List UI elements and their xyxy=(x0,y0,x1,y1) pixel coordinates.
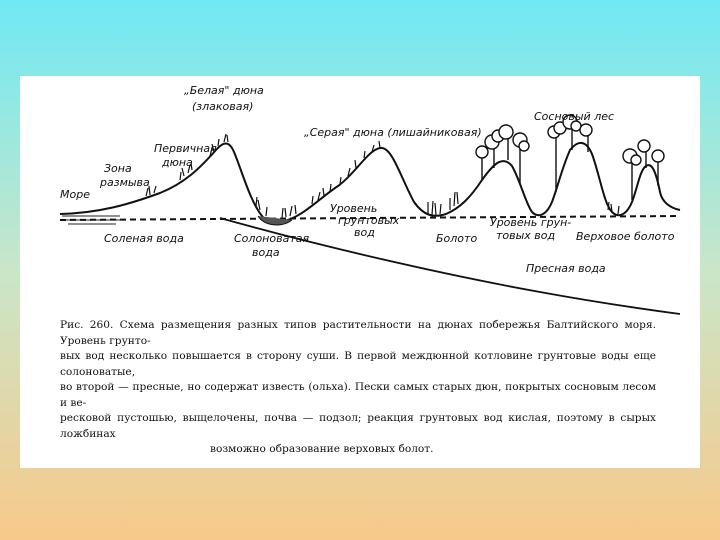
caption-line: Рис. 260. Схема размещения разных типов растительности на дюнах побережья Балтийского моря. Уровень грунто- xyxy=(60,319,656,347)
caption-line: ресковой пустошью, выщелочены, почва — подзол; реакция грунтовых вод кислая, поэтому в сырых ложбинах xyxy=(60,412,656,440)
figure-panel xyxy=(20,76,700,468)
label-groundwater-level-2: Уровень грун- товых вод xyxy=(490,216,572,242)
brackish-basin xyxy=(258,216,292,225)
label-pine-forest: Сосновый лес xyxy=(534,110,615,123)
label-fresh-water: Пресная вода xyxy=(526,262,606,275)
label-primary-dune: Первичная дюна xyxy=(154,142,217,169)
label-salt-water: Соленая вода xyxy=(104,232,184,245)
label-groundwater-level: Уровень грунтовых вод xyxy=(330,202,400,239)
caption-line: возможно образование верховых болот. xyxy=(210,443,434,455)
label-sea: Море xyxy=(60,188,90,201)
label-white-dune: „Белая" дюна (злаковая) xyxy=(184,84,264,113)
label-swamp: Болото xyxy=(436,232,478,245)
figure-caption xyxy=(60,318,656,458)
label-raised-bog: Верховое болото xyxy=(576,230,675,243)
label-brackish-water: Солоноватая вода xyxy=(234,232,310,259)
caption-line: во второй — пресные, но содержат известь (ольха). Пески самых старых дюн, покрытых сосновым лесом и ве- xyxy=(60,381,656,409)
caption-line: вых вод несколько повышается в сторону суши. В первой междюнной котловине грунтовые воды еще солоноватые, xyxy=(60,350,656,378)
label-grey-dune: „Серая" дюна (лишайниковая) xyxy=(304,126,482,139)
dune-profile-diagram xyxy=(20,76,700,316)
label-wash-zone: Зона размыва xyxy=(100,162,150,189)
